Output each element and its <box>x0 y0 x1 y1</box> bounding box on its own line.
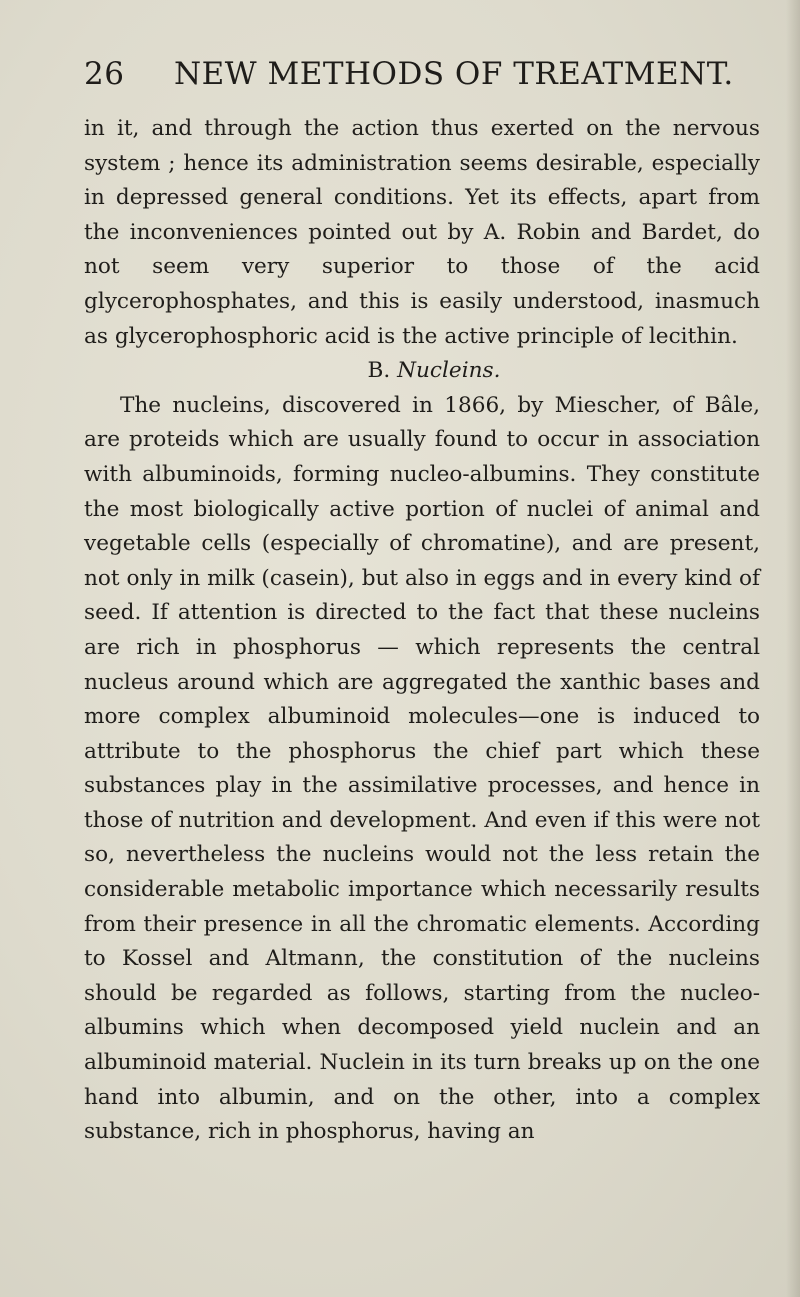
paragraph-continued: in it, and through the action thus exerted on the nervous system ; hence its administration seems desirable, especially in depressed general conditions. Yet its effects, apart from the inconveniences pointed out by A. Robin and Bardet, do not seem very superior to those of the acid glycerophosphates, and this is easily understood, inasmuch as glycerophosphoric acid is the active principle of lecithin. <box>84 116 760 349</box>
section-heading <box>84 354 760 389</box>
running-title: NEW METHODS OF TREATMENT. <box>174 56 734 92</box>
page-number: 26 <box>84 56 125 92</box>
body-text <box>84 112 760 1150</box>
page-edge-shadow <box>786 0 800 1297</box>
section-letter: B. <box>367 358 391 384</box>
section-title: Nucleins. <box>397 358 501 384</box>
paragraph-nucleins: The nucleins, discovered in 1866, by Miescher, of Bâle, are proteids which are usually found to occur in association with albuminoids, forming nucleo-albumins. They constitute the most biologically active portion of nuclei of animal and vegetable cells (especially of chromatine), and are present, not only in milk (casein), but also in eggs and in every kind of seed. If attention is directed to the fact that these nucleins are rich in phosphorus — which represents the central nucleus around which are aggregated the xanthic bases and more complex albuminoid molecules—one is induced to attribute to the phosphorus the chief part which these substances play in the assimilative processes, and hence in those of nutrition and development. And even if this were not so, nevertheless the nucleins would not the less retain the considerable metabolic importance which necessarily results from their presence in all the chromatic elements. According to Kossel and Altmann, the constitution of the nucleins should be regarded as follows, starting from the nucleo-albumins which when decomposed yield nuclein and an albuminoid material. Nuclein in its turn breaks up on the one hand into albumin, and on the other, into a complex substance, rich in phosphorus, having an <box>84 392 760 1145</box>
page-header <box>84 56 744 96</box>
